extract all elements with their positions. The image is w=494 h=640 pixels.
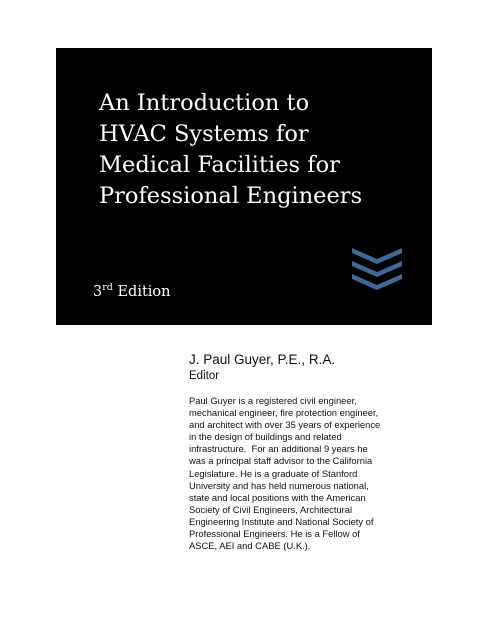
bio-line: Society of Civil Engineers, Architectural	[189, 503, 353, 515]
bio-line: was a principal staff advisor to the California	[189, 455, 373, 467]
bio-line: and architect with over 35 years of experience	[189, 419, 381, 431]
edition-number: 3	[93, 284, 103, 300]
book-title	[99, 88, 419, 212]
edition-word: Edition	[112, 284, 171, 300]
bio-line: Professional Engineers. He is a Fellow of	[189, 528, 360, 540]
author-role: Editor	[189, 370, 220, 382]
edition-suffix: rd	[102, 282, 113, 293]
author-name: J. Paul Guyer, P.E., R.A.	[189, 352, 336, 367]
bio-line: in the design of buildings and related	[189, 431, 342, 443]
author-bio	[189, 395, 429, 552]
bio-line: ASCE, AEI and CABE (U.K.).	[189, 540, 311, 552]
bio-line: Paul Guyer is a registered civil engineer,	[189, 395, 357, 406]
bio-line: infrastructure. For an additional 9 years he	[189, 443, 368, 455]
title-block	[56, 48, 432, 325]
title-line: HVAC Systems for	[99, 121, 309, 147]
title-line: Professional Engineers	[99, 183, 363, 209]
bio-line: Engineering Institute and National Society of	[189, 515, 374, 527]
triple-chevron-down-icon	[352, 248, 402, 290]
edition-label	[93, 283, 171, 301]
title-line: An Introduction to	[99, 90, 310, 116]
bio-line: University and has held numerous national,	[189, 479, 369, 491]
bio-line: Legislature. He is a graduate of Stanford	[189, 467, 358, 479]
bio-line: state and local positions with the American	[189, 491, 366, 503]
title-line: Medical Facilities for	[99, 152, 340, 178]
bio-line: mechanical engineer, fire protection engineer,	[189, 407, 379, 419]
